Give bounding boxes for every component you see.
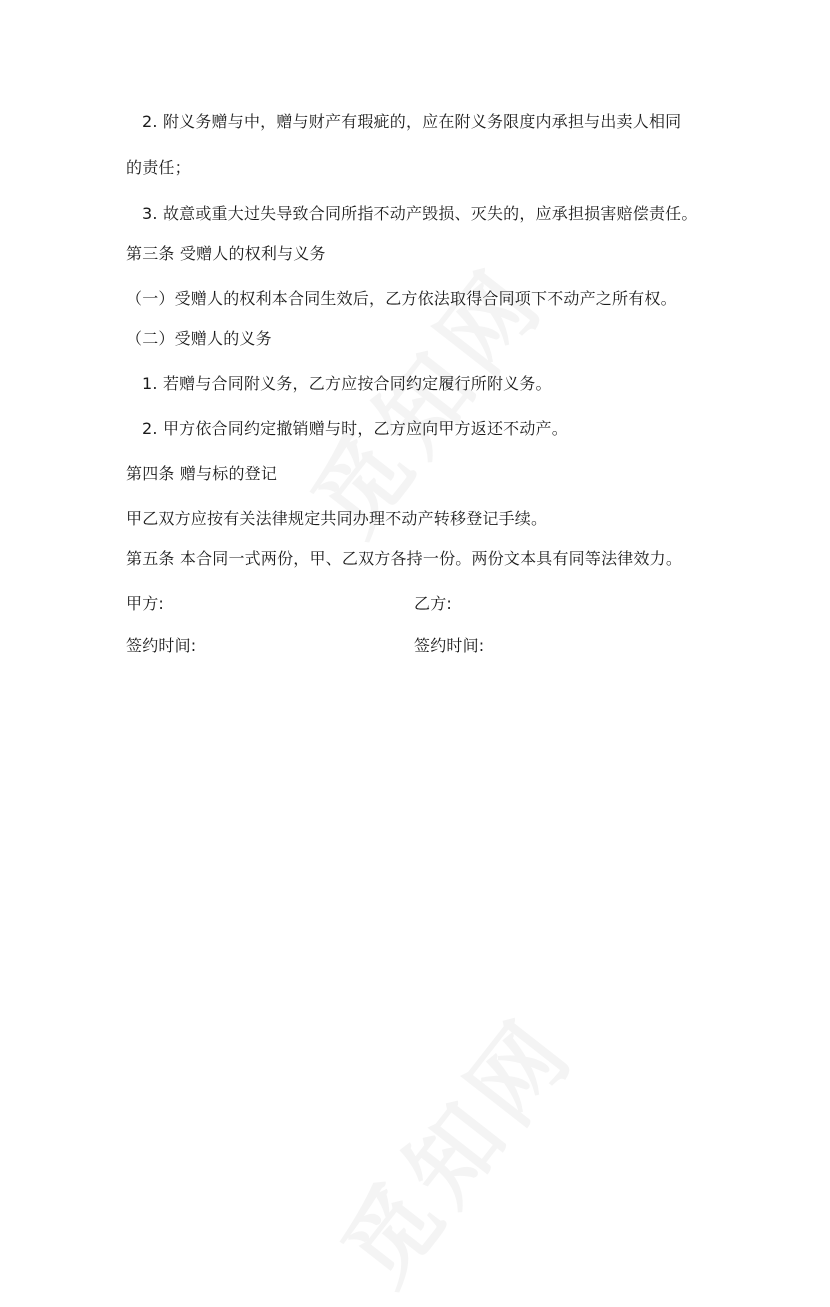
paragraph-item-2-line-1: 2. 附义务赠与中，赠与财产有瑕疵的，应在附义务限度内承担与出卖人相同 [142, 112, 682, 131]
article-3-title: 第三条 受赠人的权利与义务 [126, 244, 326, 263]
article-3-duties-title: （二）受赠人的义务 [126, 329, 272, 348]
article-4-title: 第四条 赠与标的登记 [126, 464, 278, 483]
duty-item-1: 1. 若赠与合同附义务，乙方应按合同约定履行所附义务。 [142, 374, 552, 393]
article-3-rights: （一）受赠人的权利本合同生效后，乙方依法取得合同项下不动产之所有权。 [126, 289, 677, 308]
party-b-label: 乙方: [414, 594, 452, 613]
paragraph-item-2-line-2: 的责任； [126, 158, 191, 177]
watermark-bottom [307, 985, 599, 1307]
signing-date-a-label: 签约时间: [126, 636, 197, 655]
duty-item-2: 2. 甲方依合同约定撤销赠与时，乙方应向甲方返还不动产。 [142, 419, 568, 438]
article-5: 第五条 本合同一式两份，甲、乙双方各持一份。两份文本具有同等法律效力。 [126, 549, 683, 568]
article-4-body: 甲乙双方应按有关法律规定共同办理不动产转移登记手续。 [126, 509, 548, 528]
signing-date-b-label: 签约时间: [414, 636, 485, 655]
party-a-label: 甲方: [126, 594, 164, 613]
paragraph-item-3: 3. 故意或重大过失导致合同所指不动产毁损、灭失的，应承担损害赔偿责任。 [142, 204, 698, 223]
